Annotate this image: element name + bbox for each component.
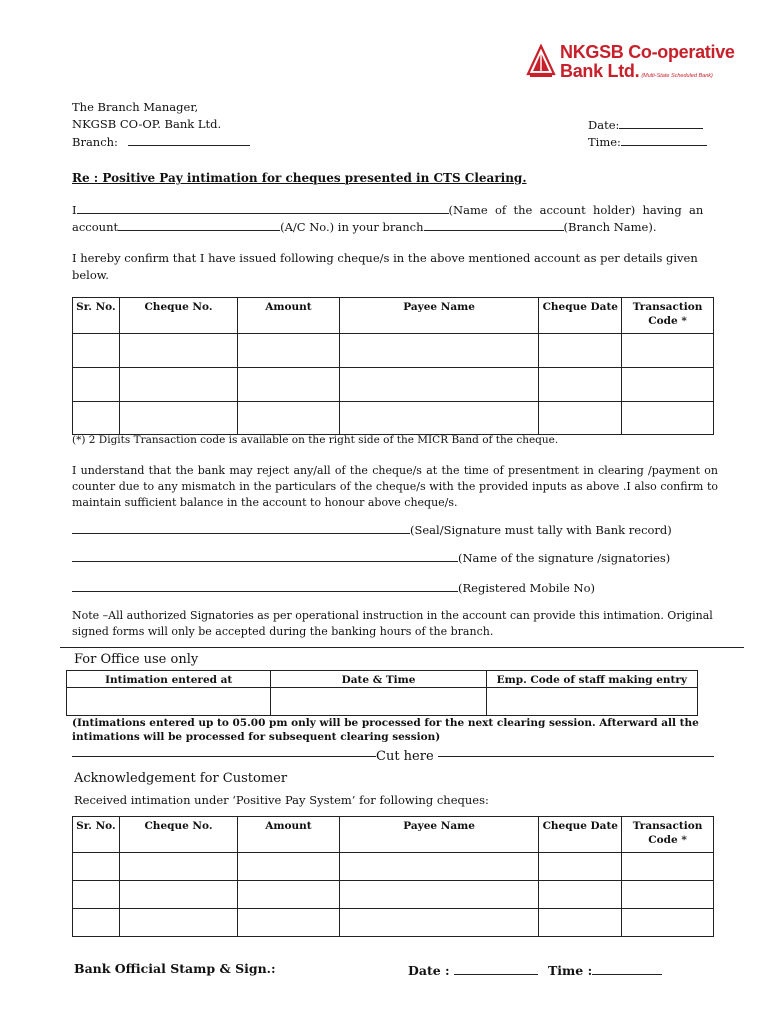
- account-number-line: account (A/C No.) in your branch (Branch Name).: [72, 220, 657, 234]
- table-row[interactable]: [73, 402, 714, 435]
- mobile-number-line[interactable]: (Registered Mobile No): [72, 579, 595, 597]
- col-amount: Amount: [238, 817, 340, 853]
- clearing-session-note: (Intimations entered up to 05.00 pm only will be processed for the next clearing session. Afterward all the intimations will be processed for subsequent clearing session): [72, 717, 699, 743]
- time-field: Time:: [588, 133, 707, 151]
- branch-field: Branch:: [72, 133, 250, 151]
- logo-tagline: (Multi-State Scheduled Bank): [641, 73, 713, 79]
- bank-logo-emblem-icon: [526, 44, 556, 80]
- seal-signature-line[interactable]: (Seal/Signature must tally with Bank record): [72, 521, 672, 539]
- logo-title: NKGSB Co-operative: [560, 42, 735, 62]
- table-row[interactable]: [73, 881, 714, 909]
- col-sr-no: Sr. No.: [73, 817, 120, 853]
- col-sr-no: Sr. No.: [73, 298, 120, 334]
- cheque-details-table: [72, 297, 714, 435]
- subject-line: Re : Positive Pay intimation for cheques presented in CTS Clearing.: [72, 171, 527, 185]
- col-transaction-code: Transaction Code *: [622, 298, 714, 334]
- section-divider: [60, 647, 744, 648]
- bank-name-line: NKGSB CO-OP. Bank Ltd.: [72, 117, 222, 131]
- table-row[interactable]: [67, 688, 698, 716]
- office-use-table: [66, 670, 698, 716]
- date-field: Date:: [588, 116, 703, 134]
- col-cheque-no: Cheque No.: [119, 817, 237, 853]
- acknowledgement-cheque-table: [72, 816, 714, 937]
- col-date-time: Date & Time: [271, 671, 486, 688]
- transaction-code-footnote: (*) 2 Digits Transaction code is available on the right side of the MICR Band of the cheque.: [72, 434, 559, 446]
- col-cheque-no: Cheque No.: [119, 298, 237, 334]
- table-row[interactable]: [73, 334, 714, 368]
- table-row[interactable]: [73, 368, 714, 402]
- acknowledgement-intro: Received intimation under ‘Positive Pay System’ for following cheques:: [74, 793, 489, 807]
- cut-here-divider: [72, 749, 718, 764]
- acknowledgement-heading: Acknowledgement for Customer: [74, 771, 288, 786]
- signatories-note: Note –All authorized Signatories as per operational instruction in the account can provide this intimation. Original signed forms will only be accepted during the banking hours of the branch.: [72, 609, 713, 638]
- col-intimation-entered: Intimation entered at: [67, 671, 271, 688]
- table-row[interactable]: [73, 909, 714, 937]
- signatory-name-line[interactable]: (Name of the signature /signatories): [72, 549, 670, 567]
- cut-here-label: Cut here: [376, 749, 434, 764]
- account-holder-line: I (Name of the account holder) having an: [72, 203, 704, 217]
- col-payee-name: Payee Name: [339, 817, 539, 853]
- rejection-clause: I understand that the bank may reject any/all of the cheque/s at the time of presentment in clearing /payment on counter due to any mismatch in the particulars of the cheque/s with the provided inputs as above .I also confirm to maintain sufficient balance in the account to honour above cheque/s.: [72, 464, 718, 509]
- official-stamp-label: Bank Official Stamp & Sign.:: [74, 961, 276, 976]
- col-transaction-code: Transaction Code *: [622, 817, 714, 853]
- addressee-line: The Branch Manager,: [72, 100, 199, 114]
- col-emp-code: Emp. Code of staff making entry: [486, 671, 697, 688]
- col-payee-name: Payee Name: [339, 298, 539, 334]
- table-row[interactable]: [73, 853, 714, 881]
- col-amount: Amount: [238, 298, 340, 334]
- logo-subtitle: Bank Ltd. (Multi-State Scheduled Bank): [560, 61, 713, 81]
- ack-date-field[interactable]: Date :: [408, 961, 538, 978]
- ack-time-field[interactable]: Time :: [548, 961, 662, 978]
- col-cheque-date: Cheque Date: [539, 298, 622, 334]
- col-cheque-date: Cheque Date: [539, 817, 622, 853]
- office-use-heading: For Office use only: [74, 652, 199, 667]
- confirmation-text: I hereby confirm that I have issued following cheque/s in the above mentioned account as per details given below.: [72, 251, 698, 282]
